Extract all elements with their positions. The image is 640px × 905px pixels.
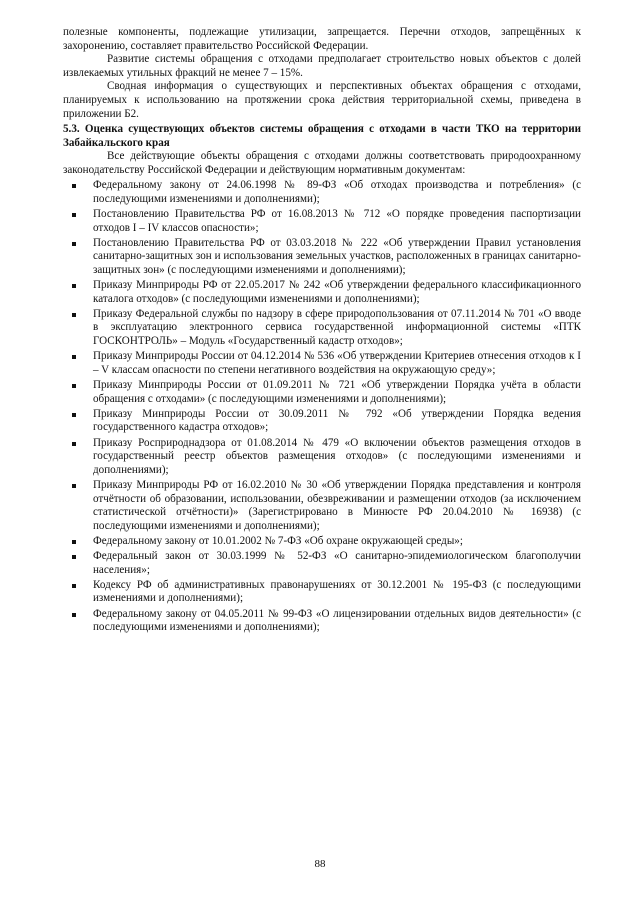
list-item-text: Федеральному закону от 04.05.2011 № 99-ФЗ «О лицензировании отдельных видов деятельности» (с последующими изменениями и дополнениями); xyxy=(93,607,581,634)
bullet-icon xyxy=(72,484,76,488)
list-item-text: Приказу Росприроднадзора от 01.08.2014 № 479 «О включении объектов размещения отходов в государственный реестр объектов размещения отходов» (с последующими изменениями и дополнениями); xyxy=(93,436,581,476)
list-item xyxy=(63,208,581,235)
list-item xyxy=(63,437,581,478)
list-item-text: Приказу Минприроды России от 30.09.2011 № 792 «Об утверждении Порядка ведения государственного кадастра отходов»; xyxy=(93,407,581,434)
page-number: 88 xyxy=(314,858,326,870)
list-item-text: Федеральному закону от 10.01.2002 № 7-ФЗ «Об охране окружающей среды»; xyxy=(93,534,463,547)
list-item xyxy=(63,308,581,349)
bullet-icon xyxy=(72,355,76,359)
page-content xyxy=(63,26,581,635)
intro-paragraph: полезные компоненты, подлежащие утилизации, запрещается. Перечни отходов, запрещённых к захоронению, составляет правительство Российской Федерации. xyxy=(63,26,581,52)
lead-paragraph: Все действующие объекты обращения с отходами должны соответствовать природоохранному законодательству Российской Федерации и действующим нормативным документам: xyxy=(63,150,581,176)
list-item xyxy=(63,608,581,635)
list-item-text: Федеральный закон от 30.03.1999 № 52-ФЗ «О санитарно-эпидемиологическом благополучии населения»; xyxy=(93,550,581,576)
bullet-icon xyxy=(72,540,76,544)
list-item-text: Кодексу РФ об административных правонарушениях от 30.12.2001 № 195-ФЗ (с последующими изменениями и дополнениями); xyxy=(93,578,581,605)
bullet-icon xyxy=(72,213,76,217)
bullet-icon xyxy=(72,242,76,246)
list-item xyxy=(63,279,581,306)
list-item xyxy=(63,550,581,577)
bullet-icon xyxy=(72,413,76,417)
bullet-icon xyxy=(72,384,76,388)
list-item xyxy=(63,408,581,435)
bullet-icon xyxy=(72,313,76,317)
list-item-text: Постановлению Правительства РФ от 03.03.2018 № 222 «Об утверждении Правил установления санитарно-защитных зон и использования земельных участков, расположенных в границах санитарно-защитных зон» (с последующими изменениями и дополнениями); xyxy=(93,236,581,276)
list-item-text: Приказу Минприроды РФ от 16.02.2010 № 30 «Об утверждении Порядка представления и контроля отчётности об образовании, использовании, обезвреживании и размещении отходов (за исключением статистической отчётности)» (Зарегистрировано в Минюсте РФ 20.04.2010 № 16938) (с последующими изменениями и дополнениями); xyxy=(93,478,581,532)
bullet-icon xyxy=(72,584,76,588)
bullet-icon xyxy=(72,613,76,617)
list-item xyxy=(63,535,581,549)
bullet-icon xyxy=(72,184,76,188)
intro-paragraph: Сводная информация о существующих и перспективных объектах обращения с отходами, планируемых к использованию на протяжении срока действия территориальной схемы, приведена в приложении Б2. xyxy=(63,80,581,120)
list-item-text: Постановлению Правительства РФ от 16.08.2013 № 712 «О порядке проведения паспортизации отходов I – IV классов опасности»; xyxy=(93,207,581,234)
list-item-text: Приказу Минприроды России от 01.09.2011 № 721 «Об утверждении Порядка учёта в области обращения с отходами» (с последующими изменениями и дополнениями); xyxy=(93,379,581,405)
bullet-icon xyxy=(72,442,76,446)
list-item-text: Приказу Минприроды РФ от 22.05.2017 № 242 «Об утверждении федерального классификационного каталога отходов» (с последующими изменениями и дополнениями); xyxy=(93,279,581,305)
bullet-icon xyxy=(72,555,76,559)
intro-paragraph: Развитие системы обращения с отходами предполагает строительство новых объектов с долей извлекаемых утильных фракций не менее 7 – 15%. xyxy=(63,53,581,79)
list-item xyxy=(63,350,581,377)
list-item-text: Приказу Минприроды России от 04.12.2014 № 536 «Об утверждении Критериев отнесения отходов к I – V классам опасности по степени негативного воздействия на окружающую среду»; xyxy=(93,350,581,376)
list-item xyxy=(63,237,581,278)
documents-list xyxy=(63,179,581,635)
list-item-text: Федеральному закону от 24.06.1998 № 89-ФЗ «Об отходах производства и потребления» (с последующими изменениями и дополнениями); xyxy=(93,179,581,205)
list-item xyxy=(63,379,581,406)
list-item-text: Приказу Федеральной службы по надзору в сфере природопользования от 07.11.2014 № 701 «О вводе в эксплуатацию электронного сервиса государственной информационной системы «ПТК ГОСКОНТРОЛЬ» – Модуль «Государственный кадастр отходов»; xyxy=(93,307,581,348)
section-heading: 5.3. Оценка существующих объектов системы обращения с отходами в части ТКО на территории Забайкальского края xyxy=(63,123,581,149)
list-item xyxy=(63,579,581,606)
list-item xyxy=(63,479,581,533)
list-item xyxy=(63,179,581,206)
bullet-icon xyxy=(72,284,76,288)
